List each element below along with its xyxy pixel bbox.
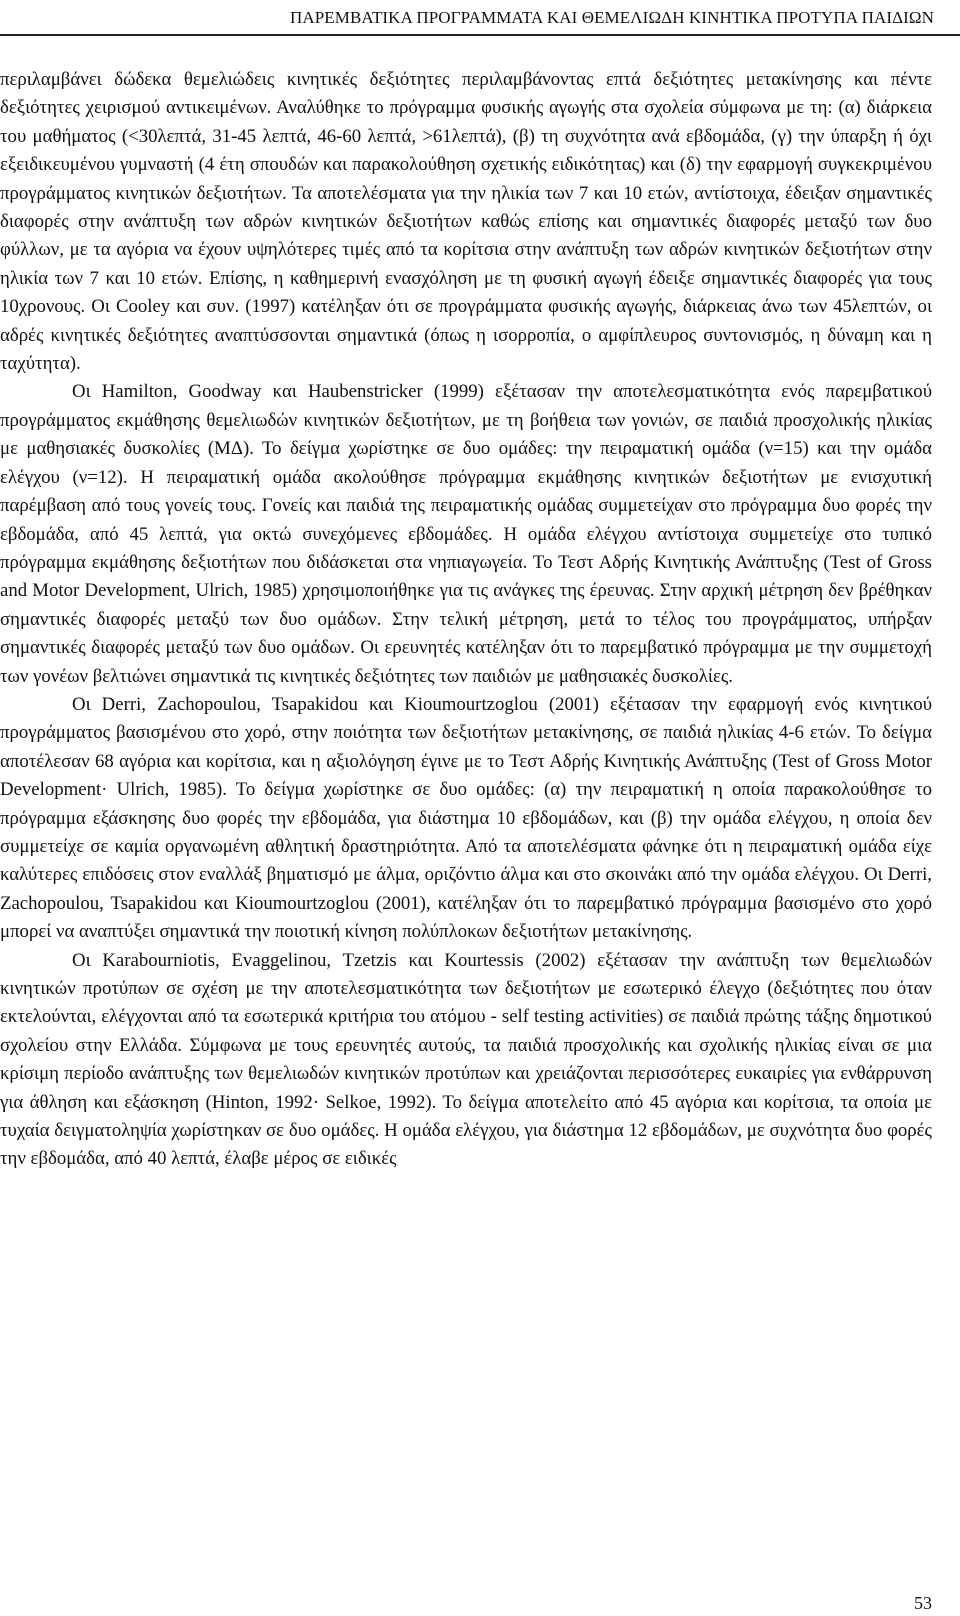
- header-divider: [0, 34, 960, 36]
- document-body: [0, 66, 932, 1174]
- paragraph-derri: Οι Derri, Zachopoulou, Tsapakidou και Kioumourtzoglou (2001) εξέτασαν την εφαρμογή ενός κινητικού προγράμματος βασισμένου στο χορό, στην ποιότητα των δεξιοτήτων μετακίνησης, σε παιδιά ηλικίας 4-6 ετών. Το δείγμα αποτέλεσαν 68 αγόρια και κορίτσια, και η αξιολόγηση έγινε με το Τεστ Αδρής Κινητικής Ανάπτυξης (Test of Gross Motor Development· Ulrich, 1985). Το δείγμα χωρίστηκε σε δυο ομάδες: (α) την πειραματική η οποία παρακολούθησε το πρόγραμμα εξάσκησης δυο φορές την εβδομάδα, για διάστημα 10 εβδομάδων, και (β) την ομάδα ελέγχου, η οποία δεν συμμετείχε σε καμία οργανωμένη αθλητική δραστηριότητα. Από τα αποτελέσματα φάνηκε ότι η πειραματική ομάδα είχε καλύτερες επιδόσεις στον εναλλάξ βηματισμό με άλμα, οριζόντιο άλμα και στο σκοινάκι από την ομάδα ελέγχου. Οι Derri, Zachopoulou, Tsapakidou και Kioumourtzoglou (2001), κατέληξαν ότι το παρεμβατικό πρόγραμμα βασισμένο στο χορό μπορεί να αναπτύξει σημαντικά την ποιοτική κίνηση πολύπλοκων δεξιοτήτων μετακίνησης.: [0, 693, 932, 943]
- paragraph-karabourniotis: Οι Karabourniotis, Evaggelinou, Tzetzis και Kourtessis (2002) εξέτασαν την ανάπτυξη των θεμελιωδών κινητικών προτύπων σε σχέση με την αποτελεσματικότητα των δεξιοτήτων με εσωτερικό έλεγχο (δεξιότητες που όταν εκτελούνται, ελέγχονται από τα εσωτερικά κριτήρια του ατόμου - self testing activities) σε παιδιά πρώτης τάξης δημοτικού σχολείου στην Ελλάδα. Σύμφωνα με τους ερευνητές αυτούς, τα παιδιά προσχολικής και σχολικής ηλικίας είναι σε μια κρίσιμη περίοδο ανάπτυξης των θεμελιωδών κινητικών προτύπων και χρειάζονται περισσότερες ευκαιρίες για ενθάρρυνση για άθληση και εξάσκηση (Hinton, 1992· Selkoe, 1992). Το δείγμα αποτελείτο από 45 αγόρια και κορίτσια, τα οποία με τυχαία δειγματοληψία χωρίστηκαν σε δυο ομάδες. Η ομάδα ελέγχου, για διάστημα 12 εβδομάδων, με συχνότητα δυο φορές την εβδομάδα, από 40 λεπτά, έλαβε μέρος σε ειδικές: [0, 949, 932, 1170]
- paragraph-continued: περιλαμβάνει δώδεκα θεμελιώδεις κινητικές δεξιότητες περιλαμβάνοντας επτά δεξιότητες μετακίνησης και πέντε δεξιότητες χειρισμού αντικειμένων. Αναλύθηκε το πρόγραμμα φυσικής αγωγής στα σχολεία σύμφωνα με τη: (α) διάρκεια του μαθήματος (<30λεπτά, 31-45 λεπτά, 46-60 λεπτά, >61λεπτά), (β) τη συχνότητα ανά εβδομάδα, (γ) την ύπαρξη ή όχι εξειδικευμένου γυμναστή (4 έτη σπουδών και παρακολούθηση σχετικής ειδικότητας) και (δ) την εφαρμογή συγκεκριμένου προγράμματος κινητικών δεξιοτήτων. Τα αποτελέσματα για την ηλικία των 7 και 10 ετών, αντίστοιχα, έδειξαν σημαντικές διαφορές στην ανάπτυξη των αδρών κινητικών δεξιοτήτων καθώς επίσης και σημαντικές διαφορές μεταξύ των δυο φύλλων, με τα αγόρια να έχουν υψηλότερες τιμές από τα κορίτσια στην ανάπτυξη των αδρών κινητικών δεξιοτήτων στην ηλικία των 7 και 10 ετών. Επίσης, η καθημερινή ενασχόληση με τη φυσική αγωγή έδειξε σημαντικές διαφορές για τους 10χρονους. Οι Cooley και συν. (1997) κατέληξαν ότι σε προγράμματα φυσικής αγωγής, διάρκειας άνω των 45λεπτών, οι αδρές κινητικές δεξιότητες αναπτύσσονται σημαντικά (όπως η ισορροπία, ο αμφίπλευρος συντονισμός, η δύναμη και η ταχύτητα).: [0, 69, 932, 375]
- paragraph-hamilton: Οι Hamilton, Goodway και Haubenstricker (1999) εξέτασαν την αποτελεσματικότητα ενός παρεμβατικού προγράμματος εκμάθησης θεμελιωδών κινητικών δεξιοτήτων, με τη βοήθεια των γονιών, σε παιδιά προσχολικής ηλικίας με μαθησιακές δυσκολίες (ΜΔ). Το δείγμα χωρίστηκε σε δυο ομάδες: την πειραματική ομάδα (ν=15) και την ομάδα ελέγχου (ν=12). Η πειραματική ομάδα ακολούθησε πρόγραμμα εκμάθησης κινητικών δεξιοτήτων με ενισχυτική παρέμβαση από τους γονείς τους. Γονείς και παιδιά της πειραματικής ομάδας συμμετείχαν στο πρόγραμμα δυο φορές την εβδομάδα, από 45 λεπτά, για οκτώ συνεχόμενες εβδομάδες. Η ομάδα ελέγχου αντίστοιχα συμμετείχε στο τυπικό πρόγραμμα εκμάθησης δεξιοτήτων που διδάσκεται στα νηπιαγωγεία. Το Τεστ Αδρής Κινητικής Ανάπτυξης (Test of Gross and Motor Development, Ulrich, 1985) χρησιμοποιήθηκε για τις ανάγκες της έρευνας. Στην αρχική μέτρηση δεν βρέθηκαν σημαντικές διαφορές μεταξύ των δυο ομάδων. Στην τελική μέτρηση, μετά το τέλος του προγράμματος, υπήρξαν σημαντικές διαφορές μεταξύ των δυο ομάδων. Οι ερευνητές κατέληξαν ότι το παρεμβατικό πρόγραμμα με την συμμετοχή των γονέων βελτιώνει σημαντικά τις κινητικές δεξιότητες των παιδιών με μαθησιακές δυσκολίες.: [0, 381, 932, 687]
- page-number: 53: [914, 1593, 932, 1613]
- running-header-title: ΠΑΡΕΜΒΑΤΙΚΑ ΠΡΟΓΡΑΜΜΑΤΑ ΚΑΙ ΘΕΜΕΛΙΩΔΗ ΚΙΝΗΤΙΚΑ ΠΡΟΤΥΠΑ ΠΑΙΔΙΩΝ: [289, 8, 934, 27]
